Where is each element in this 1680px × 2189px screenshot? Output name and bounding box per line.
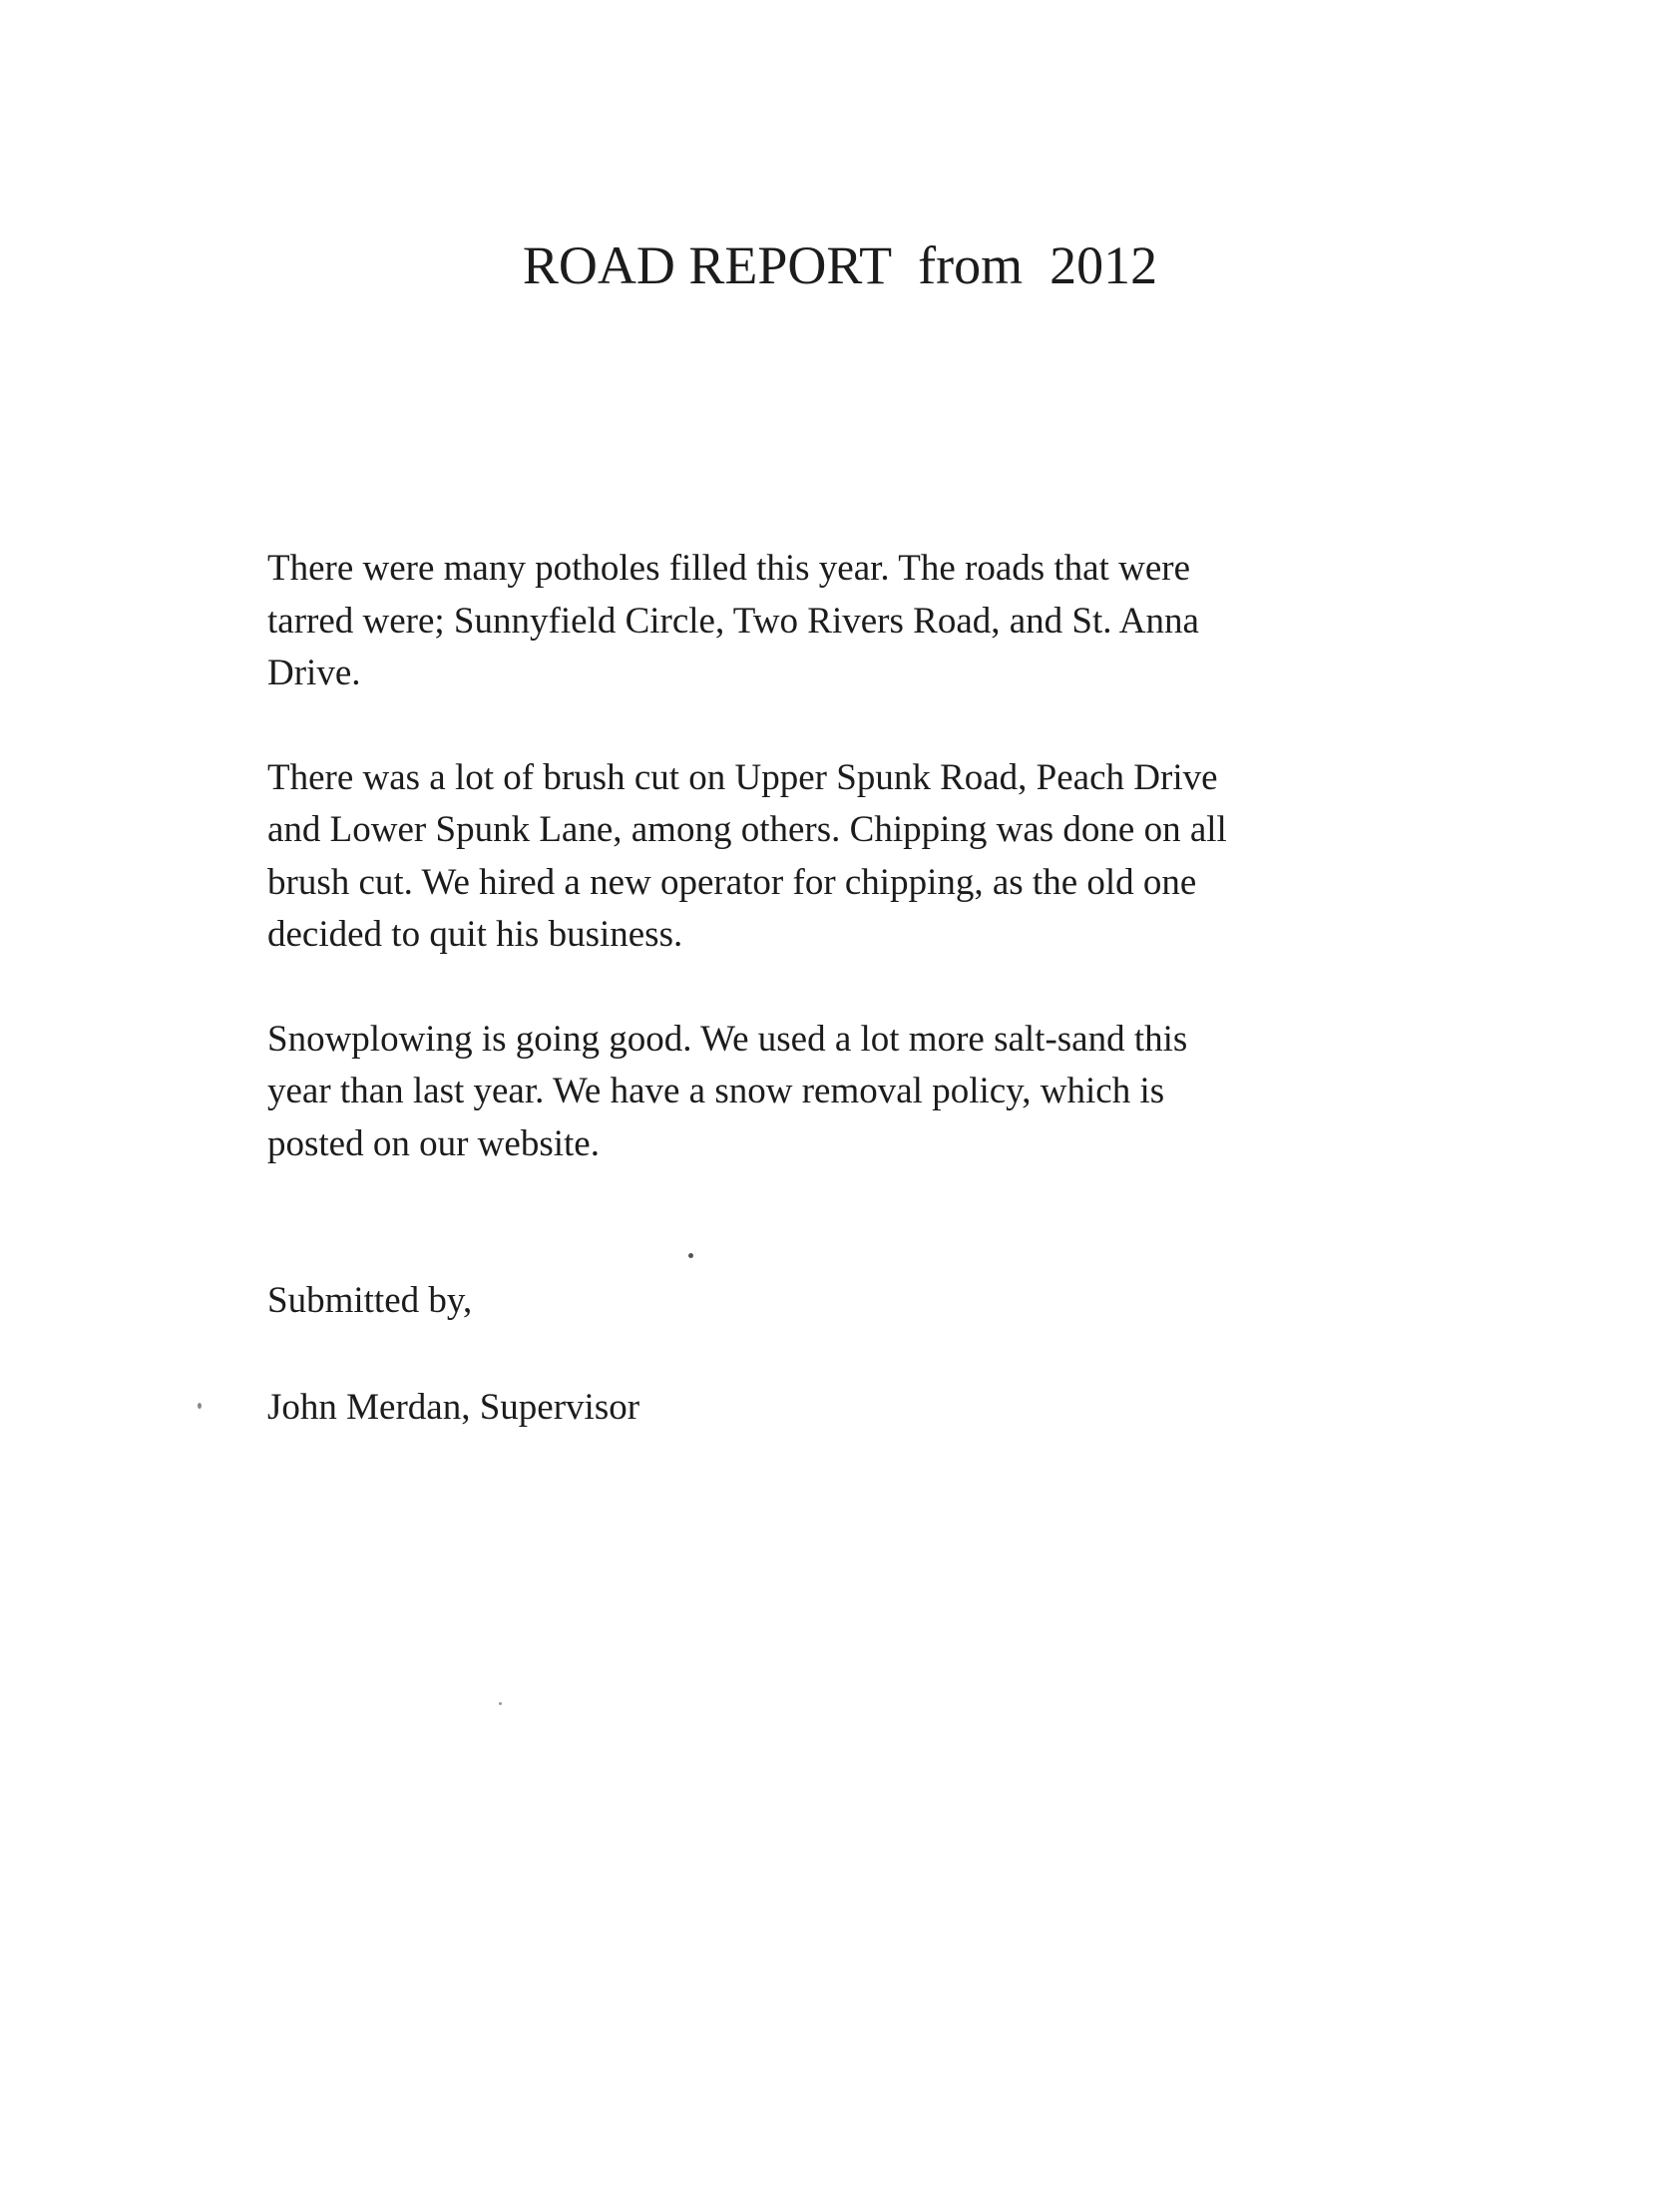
paragraph-brush-cutting: There was a lot of brush cut on Upper Spunk Road, Peach Drive and Lower Spunk Lane, among others. Chipping was done on all brush cut. We hired a new operator for chipping, as the old one decided to quit his business.	[267, 756, 1227, 955]
scan-speck	[499, 1702, 502, 1705]
signature-line: John Merdan, Supervisor	[267, 1387, 640, 1428]
scan-speck	[688, 1253, 693, 1258]
closing-line: Submitted by,	[267, 1280, 473, 1321]
paragraph-snowplowing: Snowplowing is going good. We used a lot more salt-sand this year than last year. We have a snow removal policy, which is posted on our website.	[267, 1018, 1188, 1164]
report-title: ROAD REPORT from 2012	[522, 235, 1158, 295]
scan-speck	[198, 1403, 202, 1409]
report-body	[267, 543, 1465, 1222]
paragraph-potholes: There were many potholes filled this year. The roads that were tarred were; Sunnyfield Circle, Two Rivers Road, and St. Anna Drive.	[267, 548, 1199, 693]
